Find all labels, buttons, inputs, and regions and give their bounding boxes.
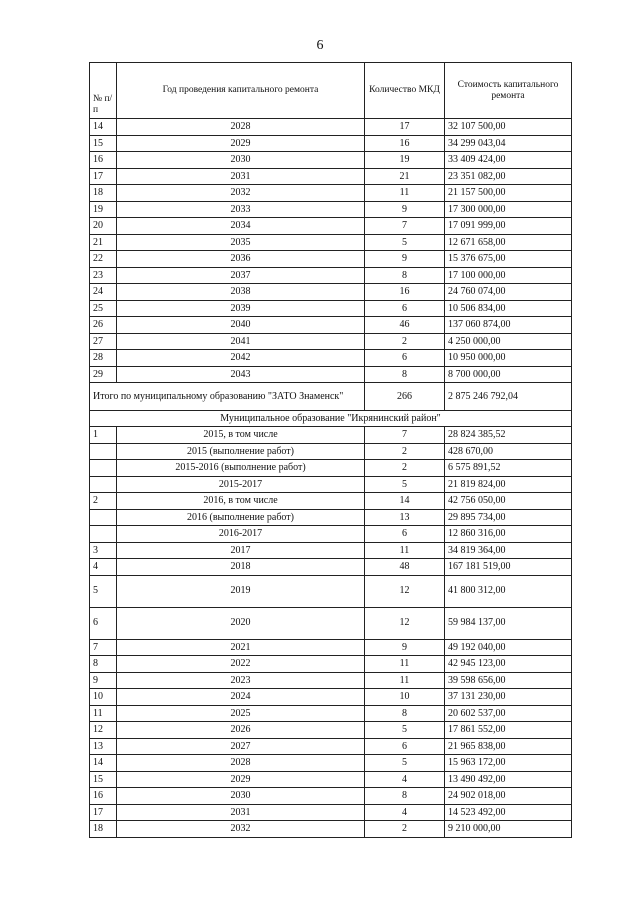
cell-count: 17 bbox=[365, 119, 445, 136]
cell-num: 15 bbox=[90, 771, 117, 788]
cell-num: 28 bbox=[90, 350, 117, 367]
table-row bbox=[90, 201, 572, 218]
table-row bbox=[90, 672, 572, 689]
cell-cost: 37 131 230,00 bbox=[445, 689, 572, 706]
cell-cost: 24 902 018,00 bbox=[445, 788, 572, 805]
table-row bbox=[90, 427, 572, 444]
znamensk-rows bbox=[90, 119, 572, 383]
cell-count: 11 bbox=[365, 185, 445, 202]
cell-num: 16 bbox=[90, 152, 117, 169]
cell-count: 5 bbox=[365, 722, 445, 739]
cell-cost: 9 210 000,00 bbox=[445, 821, 572, 838]
table-row bbox=[90, 366, 572, 383]
table-row bbox=[90, 251, 572, 268]
table-row bbox=[90, 689, 572, 706]
table-row bbox=[90, 267, 572, 284]
cell-cost: 49 192 040,00 bbox=[445, 639, 572, 656]
cell-count: 2 bbox=[365, 333, 445, 350]
cell-num: 15 bbox=[90, 135, 117, 152]
cell-year: 2024 bbox=[117, 689, 365, 706]
table-row bbox=[90, 804, 572, 821]
header-num: № п/п bbox=[90, 63, 117, 119]
table-row bbox=[90, 300, 572, 317]
cell-num: 17 bbox=[90, 168, 117, 185]
cell-year: 2030 bbox=[117, 788, 365, 805]
table-row bbox=[90, 656, 572, 673]
page-number: 6 bbox=[316, 38, 324, 53]
cell-cost: 12 671 658,00 bbox=[445, 234, 572, 251]
cell-num bbox=[90, 526, 117, 543]
cell-year: 2027 bbox=[117, 738, 365, 755]
cell-count: 21 bbox=[365, 168, 445, 185]
cell-num: 29 bbox=[90, 366, 117, 383]
total-count: 266 bbox=[365, 383, 445, 411]
table-row bbox=[90, 526, 572, 543]
cell-year: 2023 bbox=[117, 672, 365, 689]
cell-num: 13 bbox=[90, 738, 117, 755]
header-cost: Стоимость капитального ремонта bbox=[445, 63, 572, 119]
cell-num: 1 bbox=[90, 427, 117, 444]
cell-count: 7 bbox=[365, 427, 445, 444]
cell-cost: 17 100 000,00 bbox=[445, 267, 572, 284]
znamensk-total bbox=[90, 383, 572, 427]
cell-cost: 17 091 999,00 bbox=[445, 218, 572, 235]
cell-cost: 4 250 000,00 bbox=[445, 333, 572, 350]
table-row bbox=[90, 333, 572, 350]
table-row bbox=[90, 607, 572, 639]
cell-count: 14 bbox=[365, 493, 445, 510]
cell-year: 2032 bbox=[117, 821, 365, 838]
cell-count: 11 bbox=[365, 542, 445, 559]
header-count: Количество МКД bbox=[365, 63, 445, 119]
cell-num: 3 bbox=[90, 542, 117, 559]
cell-count: 9 bbox=[365, 639, 445, 656]
cell-cost: 17 861 552,00 bbox=[445, 722, 572, 739]
cell-year: 2036 bbox=[117, 251, 365, 268]
cell-cost: 21 819 824,00 bbox=[445, 476, 572, 493]
table-row bbox=[90, 185, 572, 202]
cell-cost: 42 945 123,00 bbox=[445, 656, 572, 673]
cell-cost: 24 760 074,00 bbox=[445, 284, 572, 301]
cell-year: 2032 bbox=[117, 185, 365, 202]
table-row bbox=[90, 738, 572, 755]
cell-year: 2025 bbox=[117, 705, 365, 722]
cell-count: 6 bbox=[365, 526, 445, 543]
cell-year: 2030 bbox=[117, 152, 365, 169]
cell-year: 2016, в том числе bbox=[117, 493, 365, 510]
table-row bbox=[90, 493, 572, 510]
cell-count: 12 bbox=[365, 607, 445, 639]
cell-num: 7 bbox=[90, 639, 117, 656]
cell-year: 2031 bbox=[117, 168, 365, 185]
cell-year: 2035 bbox=[117, 234, 365, 251]
cell-cost: 33 409 424,00 bbox=[445, 152, 572, 169]
cell-year: 2042 bbox=[117, 350, 365, 367]
table-row bbox=[90, 722, 572, 739]
cell-num bbox=[90, 443, 117, 460]
cell-year: 2033 bbox=[117, 201, 365, 218]
table-row bbox=[90, 119, 572, 136]
cell-count: 5 bbox=[365, 476, 445, 493]
table-row bbox=[90, 284, 572, 301]
cell-year: 2038 bbox=[117, 284, 365, 301]
cell-cost: 428 670,00 bbox=[445, 443, 572, 460]
cell-count: 9 bbox=[365, 251, 445, 268]
cell-cost: 41 800 312,00 bbox=[445, 575, 572, 607]
cell-num: 20 bbox=[90, 218, 117, 235]
cell-count: 6 bbox=[365, 350, 445, 367]
cell-num: 2 bbox=[90, 493, 117, 510]
table-row bbox=[90, 168, 572, 185]
table-row bbox=[90, 460, 572, 477]
table-row bbox=[90, 350, 572, 367]
ikryaninsky-rows bbox=[90, 427, 572, 838]
cell-cost: 21 965 838,00 bbox=[445, 738, 572, 755]
cell-year: 2021 bbox=[117, 639, 365, 656]
cell-year: 2016-2017 bbox=[117, 526, 365, 543]
cell-num: 23 bbox=[90, 267, 117, 284]
cell-count: 16 bbox=[365, 135, 445, 152]
cell-count: 12 bbox=[365, 575, 445, 607]
cell-count: 9 bbox=[365, 201, 445, 218]
cell-num: 6 bbox=[90, 607, 117, 639]
cell-count: 13 bbox=[365, 509, 445, 526]
cell-count: 7 bbox=[365, 218, 445, 235]
cell-year: 2037 bbox=[117, 267, 365, 284]
cell-cost: 10 950 000,00 bbox=[445, 350, 572, 367]
cell-cost: 32 107 500,00 bbox=[445, 119, 572, 136]
cell-num: 25 bbox=[90, 300, 117, 317]
cell-num: 22 bbox=[90, 251, 117, 268]
cell-count: 4 bbox=[365, 804, 445, 821]
cell-year: 2028 bbox=[117, 755, 365, 772]
table-row bbox=[90, 476, 572, 493]
table-row bbox=[90, 152, 572, 169]
total-cost: 2 875 246 792,04 bbox=[445, 383, 572, 411]
cell-count: 19 bbox=[365, 152, 445, 169]
cell-year: 2040 bbox=[117, 317, 365, 334]
cell-year: 2015, в том числе bbox=[117, 427, 365, 444]
section-row bbox=[90, 411, 572, 427]
cell-cost: 29 895 734,00 bbox=[445, 509, 572, 526]
cell-num: 10 bbox=[90, 689, 117, 706]
cell-cost: 20 602 537,00 bbox=[445, 705, 572, 722]
cell-num: 18 bbox=[90, 185, 117, 202]
cell-num: 27 bbox=[90, 333, 117, 350]
header-year: Год проведения капитального ремонта bbox=[117, 63, 365, 119]
cell-year: 2028 bbox=[117, 119, 365, 136]
cell-num: 5 bbox=[90, 575, 117, 607]
repair-schedule-table bbox=[89, 62, 572, 838]
table-row bbox=[90, 755, 572, 772]
cell-cost: 59 984 137,00 bbox=[445, 607, 572, 639]
cell-count: 8 bbox=[365, 267, 445, 284]
cell-cost: 39 598 656,00 bbox=[445, 672, 572, 689]
cell-cost: 15 963 172,00 bbox=[445, 755, 572, 772]
table-row bbox=[90, 788, 572, 805]
cell-num: 12 bbox=[90, 722, 117, 739]
total-label: Итого по муниципальному образованию "ЗАТО Знаменск" bbox=[90, 383, 365, 411]
cell-count: 46 bbox=[365, 317, 445, 334]
cell-count: 8 bbox=[365, 788, 445, 805]
cell-cost: 34 819 364,00 bbox=[445, 542, 572, 559]
cell-year: 2015-2017 bbox=[117, 476, 365, 493]
cell-num bbox=[90, 460, 117, 477]
cell-year: 2017 bbox=[117, 542, 365, 559]
table-row bbox=[90, 234, 572, 251]
cell-year: 2020 bbox=[117, 607, 365, 639]
table-row bbox=[90, 575, 572, 607]
cell-year: 2015-2016 (выполнение работ) bbox=[117, 460, 365, 477]
cell-count: 4 bbox=[365, 771, 445, 788]
table-header-row bbox=[90, 63, 572, 119]
cell-year: 2016 (выполнение работ) bbox=[117, 509, 365, 526]
cell-year: 2034 bbox=[117, 218, 365, 235]
cell-num bbox=[90, 509, 117, 526]
cell-cost: 28 824 385,52 bbox=[445, 427, 572, 444]
table-row bbox=[90, 135, 572, 152]
table-row bbox=[90, 771, 572, 788]
cell-num: 9 bbox=[90, 672, 117, 689]
cell-year: 2015 (выполнение работ) bbox=[117, 443, 365, 460]
table-row bbox=[90, 317, 572, 334]
cell-num: 14 bbox=[90, 119, 117, 136]
cell-count: 6 bbox=[365, 300, 445, 317]
section-title: Муниципальное образование "Икрянинский район" bbox=[90, 411, 572, 427]
total-row bbox=[90, 383, 572, 411]
cell-count: 11 bbox=[365, 656, 445, 673]
table-row bbox=[90, 509, 572, 526]
cell-num: 16 bbox=[90, 788, 117, 805]
cell-count: 6 bbox=[365, 738, 445, 755]
cell-cost: 17 300 000,00 bbox=[445, 201, 572, 218]
cell-cost: 21 157 500,00 bbox=[445, 185, 572, 202]
cell-count: 2 bbox=[365, 460, 445, 477]
cell-year: 2029 bbox=[117, 771, 365, 788]
cell-count: 10 bbox=[365, 689, 445, 706]
cell-count: 8 bbox=[365, 366, 445, 383]
cell-cost: 167 181 519,00 bbox=[445, 559, 572, 576]
cell-num: 11 bbox=[90, 705, 117, 722]
table-row bbox=[90, 705, 572, 722]
table-row bbox=[90, 821, 572, 838]
cell-year: 2029 bbox=[117, 135, 365, 152]
cell-num bbox=[90, 476, 117, 493]
table-row bbox=[90, 443, 572, 460]
cell-num: 26 bbox=[90, 317, 117, 334]
cell-num: 18 bbox=[90, 821, 117, 838]
cell-year: 2031 bbox=[117, 804, 365, 821]
cell-cost: 15 376 675,00 bbox=[445, 251, 572, 268]
cell-num: 19 bbox=[90, 201, 117, 218]
cell-cost: 137 060 874,00 bbox=[445, 317, 572, 334]
cell-num: 24 bbox=[90, 284, 117, 301]
cell-num: 21 bbox=[90, 234, 117, 251]
cell-year: 2026 bbox=[117, 722, 365, 739]
cell-count: 48 bbox=[365, 559, 445, 576]
cell-count: 5 bbox=[365, 755, 445, 772]
cell-cost: 23 351 082,00 bbox=[445, 168, 572, 185]
cell-num: 17 bbox=[90, 804, 117, 821]
cell-count: 8 bbox=[365, 705, 445, 722]
cell-num: 14 bbox=[90, 755, 117, 772]
cell-cost: 13 490 492,00 bbox=[445, 771, 572, 788]
cell-cost: 10 506 834,00 bbox=[445, 300, 572, 317]
cell-year: 2039 bbox=[117, 300, 365, 317]
cell-cost: 12 860 316,00 bbox=[445, 526, 572, 543]
cell-year: 2043 bbox=[117, 366, 365, 383]
cell-cost: 34 299 043,04 bbox=[445, 135, 572, 152]
cell-cost: 6 575 891,52 bbox=[445, 460, 572, 477]
cell-count: 5 bbox=[365, 234, 445, 251]
cell-year: 2019 bbox=[117, 575, 365, 607]
cell-cost: 14 523 492,00 bbox=[445, 804, 572, 821]
cell-cost: 8 700 000,00 bbox=[445, 366, 572, 383]
table-row bbox=[90, 542, 572, 559]
cell-year: 2022 bbox=[117, 656, 365, 673]
table-row bbox=[90, 559, 572, 576]
cell-cost: 42 756 050,00 bbox=[445, 493, 572, 510]
cell-count: 2 bbox=[365, 821, 445, 838]
cell-year: 2018 bbox=[117, 559, 365, 576]
cell-count: 16 bbox=[365, 284, 445, 301]
cell-num: 8 bbox=[90, 656, 117, 673]
table-row bbox=[90, 639, 572, 656]
cell-count: 11 bbox=[365, 672, 445, 689]
cell-num: 4 bbox=[90, 559, 117, 576]
cell-count: 2 bbox=[365, 443, 445, 460]
table-row bbox=[90, 218, 572, 235]
cell-year: 2041 bbox=[117, 333, 365, 350]
